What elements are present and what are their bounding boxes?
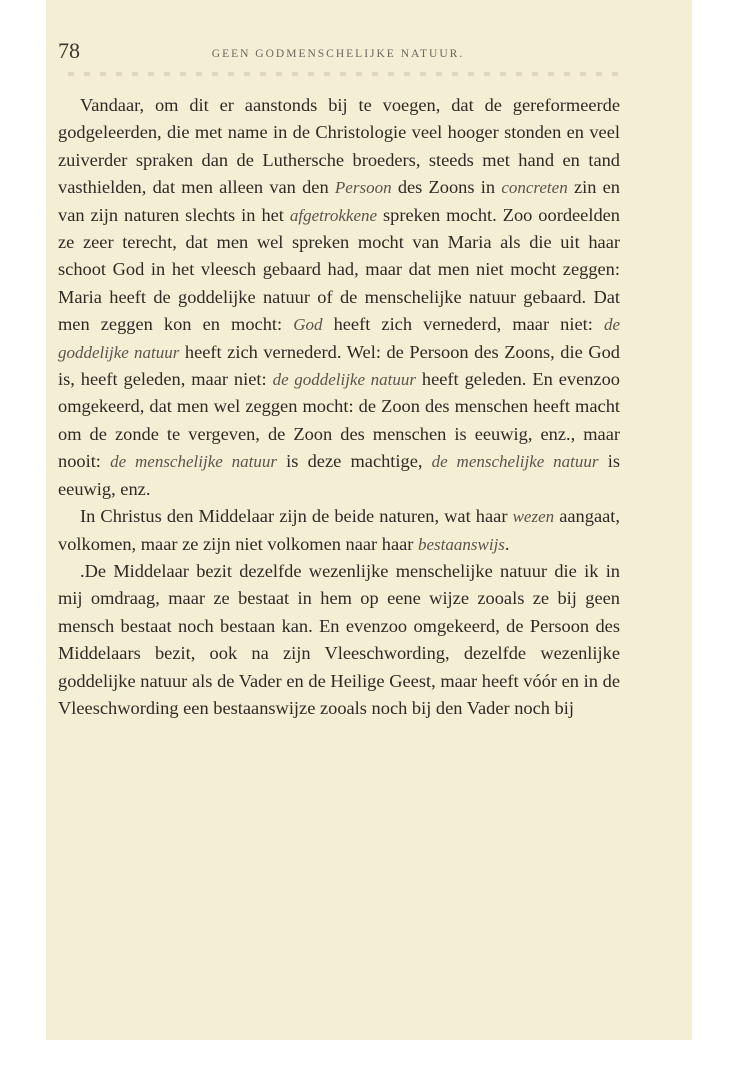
italic-text: de goddelijke natuur xyxy=(272,370,416,390)
italic-text: de menschelijke natuur xyxy=(110,452,277,472)
running-head: GEEN GODMENSCHELIJKE NATUUR. xyxy=(211,48,465,60)
header-rule xyxy=(68,72,628,76)
page-number: 78 xyxy=(58,38,80,63)
text-run: spreken mocht. Zoo oordeelden ze zeer terecht, dat men wel spreken mocht van Maria als die uit haar schoot God in het vleesch gebaard had, maar dat men niet mocht zeggen: Maria heeft de goddelijke natuur of de menschelijke natuur gebaard. Dat men zeggen kon en mocht: xyxy=(58,204,620,335)
text-run: heeft zich vernederd, maar niet: xyxy=(322,314,604,335)
text-run: zin en van zijn naturen slechts in het xyxy=(58,177,620,225)
italic-text: de menschelijke natuur xyxy=(431,452,599,472)
text-run: . xyxy=(504,533,510,554)
text-run: aangaat, volkomen, maar ze zijn niet volkomen naar haar xyxy=(58,506,620,554)
text-run: Vandaar, om dit er aanstonds bij te voegen, dat de gereformeerde godgeleerden, die met name in de Christologie veel hooger stonden en veel zuiverder spraken dan de Luthersche broeders, steeds met hand en tand vasthielden, dat men alleen van den xyxy=(58,95,620,198)
text-run: des Zoons in xyxy=(391,177,502,198)
paragraph xyxy=(58,92,620,503)
italic-text: afgetrokkene xyxy=(289,205,378,225)
text-run: In Christus den Middelaar zijn de beide naturen, wat haar xyxy=(80,506,513,527)
italic-text: bestaanswijs xyxy=(418,534,505,554)
paragraph xyxy=(58,558,620,722)
paragraph xyxy=(58,503,620,558)
text-run: .De Middelaar bezit dezelfde wezenlijke menschelijke natuur die ik in mij omdraag, maar ze bestaat in hem op eene wijze zooals ze bij geen mensch bestaat noch bestaan kan. En evenzoo omgekeerd, de Persoon des Middelaars bezit, ook na zijn Vleeschwording, dezelfde wezenlijke goddelijke natuur als de Vader en de Heilige Geest, maar heeft vóór en in de Vleeschwording een bestaanswijze zooals noch bij den Vader noch bij xyxy=(58,560,620,718)
text-run: is deze machtige, xyxy=(276,451,432,472)
italic-text: God xyxy=(293,315,323,335)
text-run: heeft geleden. En evenzoo omgekeerd, dat men wel zeggen mocht: de Zoon des menschen heeft macht om de zonde te vergeven, de Zoon des menschen is eeuwig, enz., maar nooit: xyxy=(58,369,620,472)
text-run: heeft zich vernederd. Wel: de Persoon des Zoons, die God is, heeft geleden, maar niet: xyxy=(58,341,620,390)
italic-text: concreten xyxy=(501,178,568,198)
italic-text: de goddelijke natuur xyxy=(58,315,620,362)
italic-text: Persoon xyxy=(334,178,392,198)
italic-text: wezen xyxy=(512,507,555,527)
text-run: is eeuwig, enz. xyxy=(58,451,620,499)
body-text xyxy=(58,92,620,722)
page-header xyxy=(58,38,618,68)
